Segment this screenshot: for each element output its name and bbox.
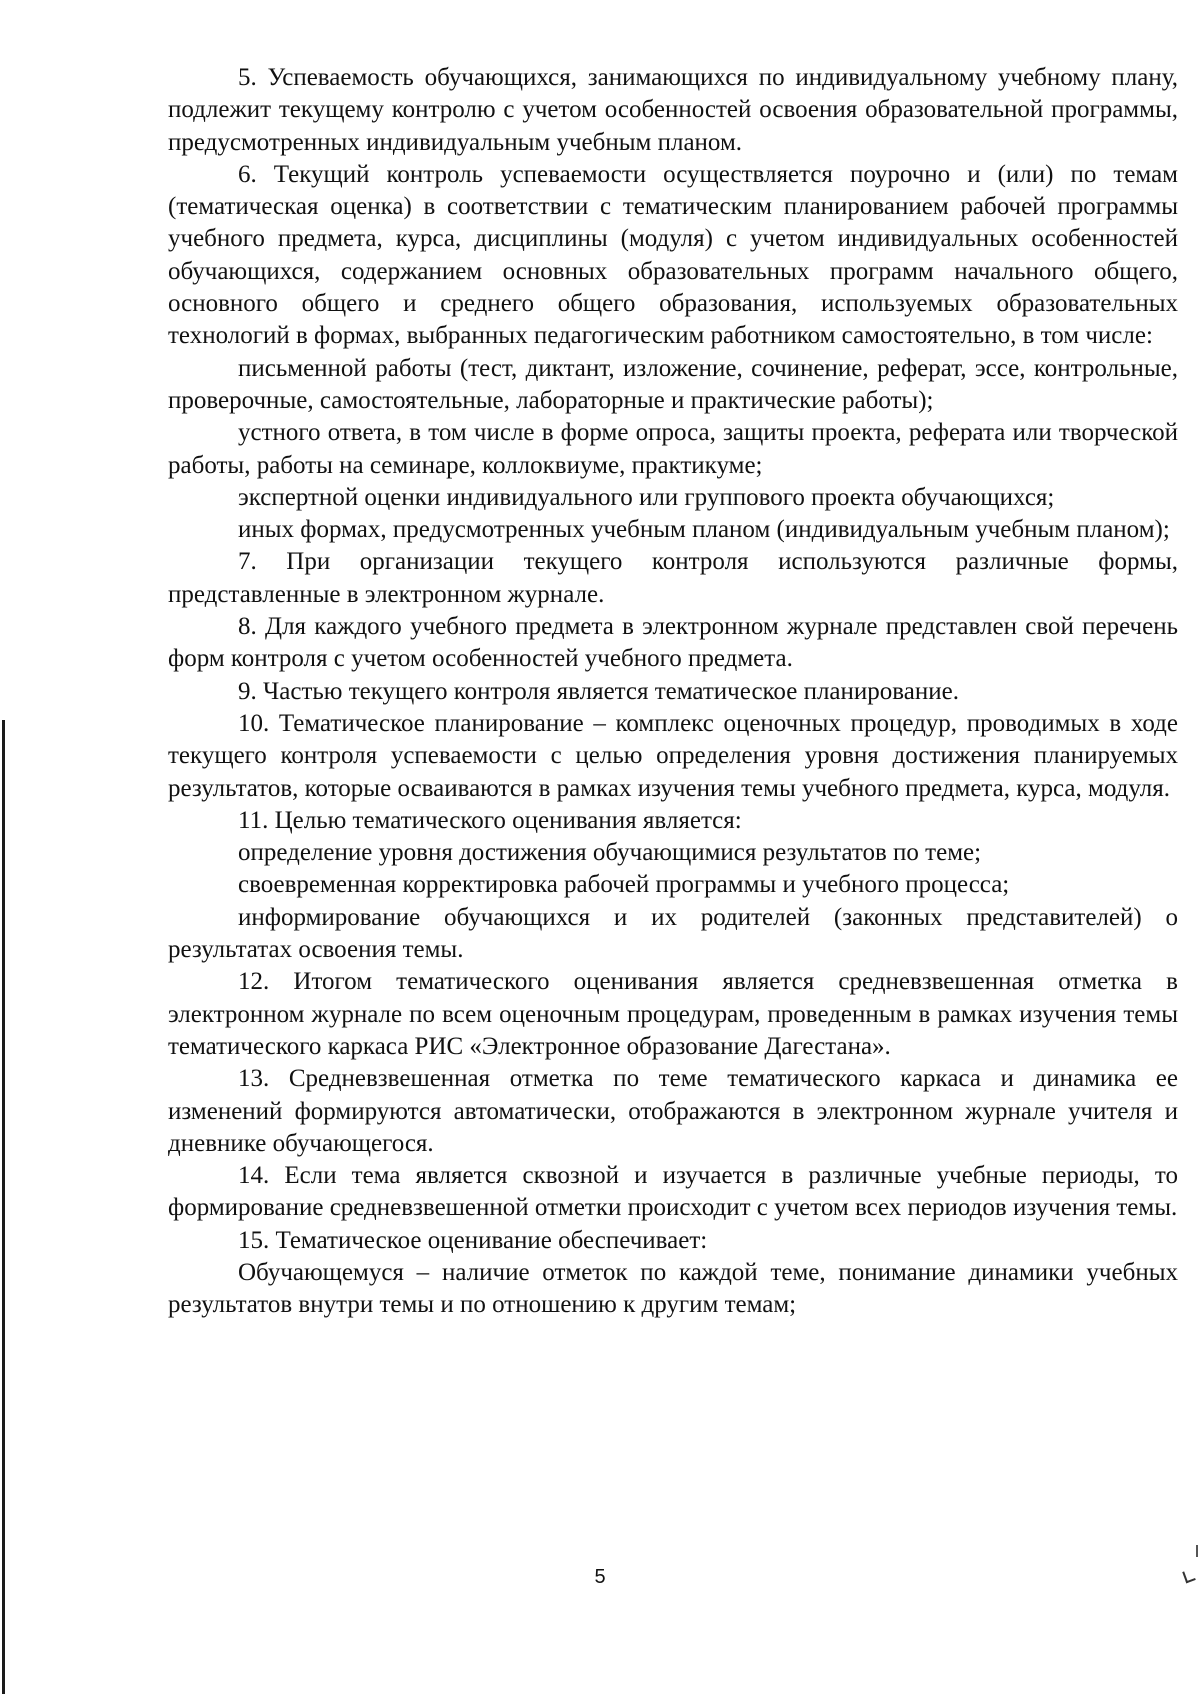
paragraph: 6. Текущий контроль успеваемости осуществляется поурочно и (или) по темам (тематическая оценка) в соответствии с тематическим планированием рабочей программы учебного предмета, курса, дисциплины (модуля) с учетом индивидуальных особенностей обучающихся, содержанием основных образовательных программ начального общего, основного общего и среднего общего образования, используемых образовательных технологий в формах, выбранных педагогическим работником самостоятельно, в том числе: xyxy=(168,160,1178,350)
paragraph: письменной работы (тест, диктант, изложение, сочинение, реферат, эссе, контрольные, проверочные, самостоятельные, лабораторные и практические работы); xyxy=(168,354,1178,414)
paragraph: 11. Целью тематического оценивания является: xyxy=(238,806,742,834)
scan-edge-line xyxy=(2,720,5,1694)
paragraph: 12. Итогом тематического оценивания является средневзвешенная отметка в электронном журнале по всем оценочным процедурам, проведенным в рамках изучения темы тематического каркаса РИС «Электронное образование Дагестана». xyxy=(168,968,1178,1060)
paragraph: информирование обучающихся и их родителей (законных представителей) о результатах освоения темы. xyxy=(168,903,1178,964)
paragraph: 5. Успеваемость обучающихся, занимающихся по индивидуальному учебному плану, подлежит текущему контролю с учетом особенностей освоения образовательной программы, предусмотренных индивидуальным учебным планом. xyxy=(168,64,1178,156)
paragraph: 14. Если тема является сквозной и изучается в различные учебные периоды, то формирование средневзвешенной отметки происходит с учетом всех периодов изучения темы. xyxy=(168,1162,1178,1222)
paragraph: 9. Частью текущего контроля является тематическое планирование. xyxy=(238,677,959,705)
paragraph: иных формах, предусмотренных учебным планом (индивидуальным учебным планом); xyxy=(238,516,1170,544)
paragraph: 15. Тематическое оценивание обеспечивает: xyxy=(238,1226,708,1254)
paragraph: устного ответа, в том числе в форме опроса, защиты проекта, реферата или творческой работы, работы на семинаре, коллоквиуме, практикуме; xyxy=(168,419,1178,479)
paragraph: определение уровня достижения обучающимися результатов по теме; xyxy=(238,839,982,867)
document-body xyxy=(168,62,1178,1322)
page-number: 5 xyxy=(594,1566,606,1588)
paragraph: своевременная корректировка рабочей программы и учебного процесса; xyxy=(238,871,1010,899)
paragraph: 8. Для каждого учебного предмета в электронном журнале представлен свой перечень форм контроля с учетом особенностей учебного предмета. xyxy=(168,613,1178,673)
paragraph: экспертной оценки индивидуального или группового проекта обучающихся; xyxy=(238,483,1055,511)
paragraph: 10. Тематическое планирование – комплекс оценочных процедур, проводимых в ходе текущего контроля успеваемости с целью определения уровня достижения планируемых результатов, которые осваиваются в рамках изучения темы учебного предмета, курса, модуля. xyxy=(168,709,1178,802)
paragraph: 13. Средневзвешенная отметка по теме тематического каркаса и динамика ее изменений формируются автоматически, отображаются в электронном журнале учителя и дневнике обучающегося. xyxy=(168,1065,1178,1157)
paragraph: 7. При организации текущего контроля используются различные формы, представленные в электронном журнале. xyxy=(168,548,1178,608)
paragraph: Обучающемуся – наличие отметок по каждой теме, понимание динамики учебных результатов внутри темы и по отношению к другим темам; xyxy=(168,1258,1178,1319)
scan-mark xyxy=(1196,1545,1198,1557)
